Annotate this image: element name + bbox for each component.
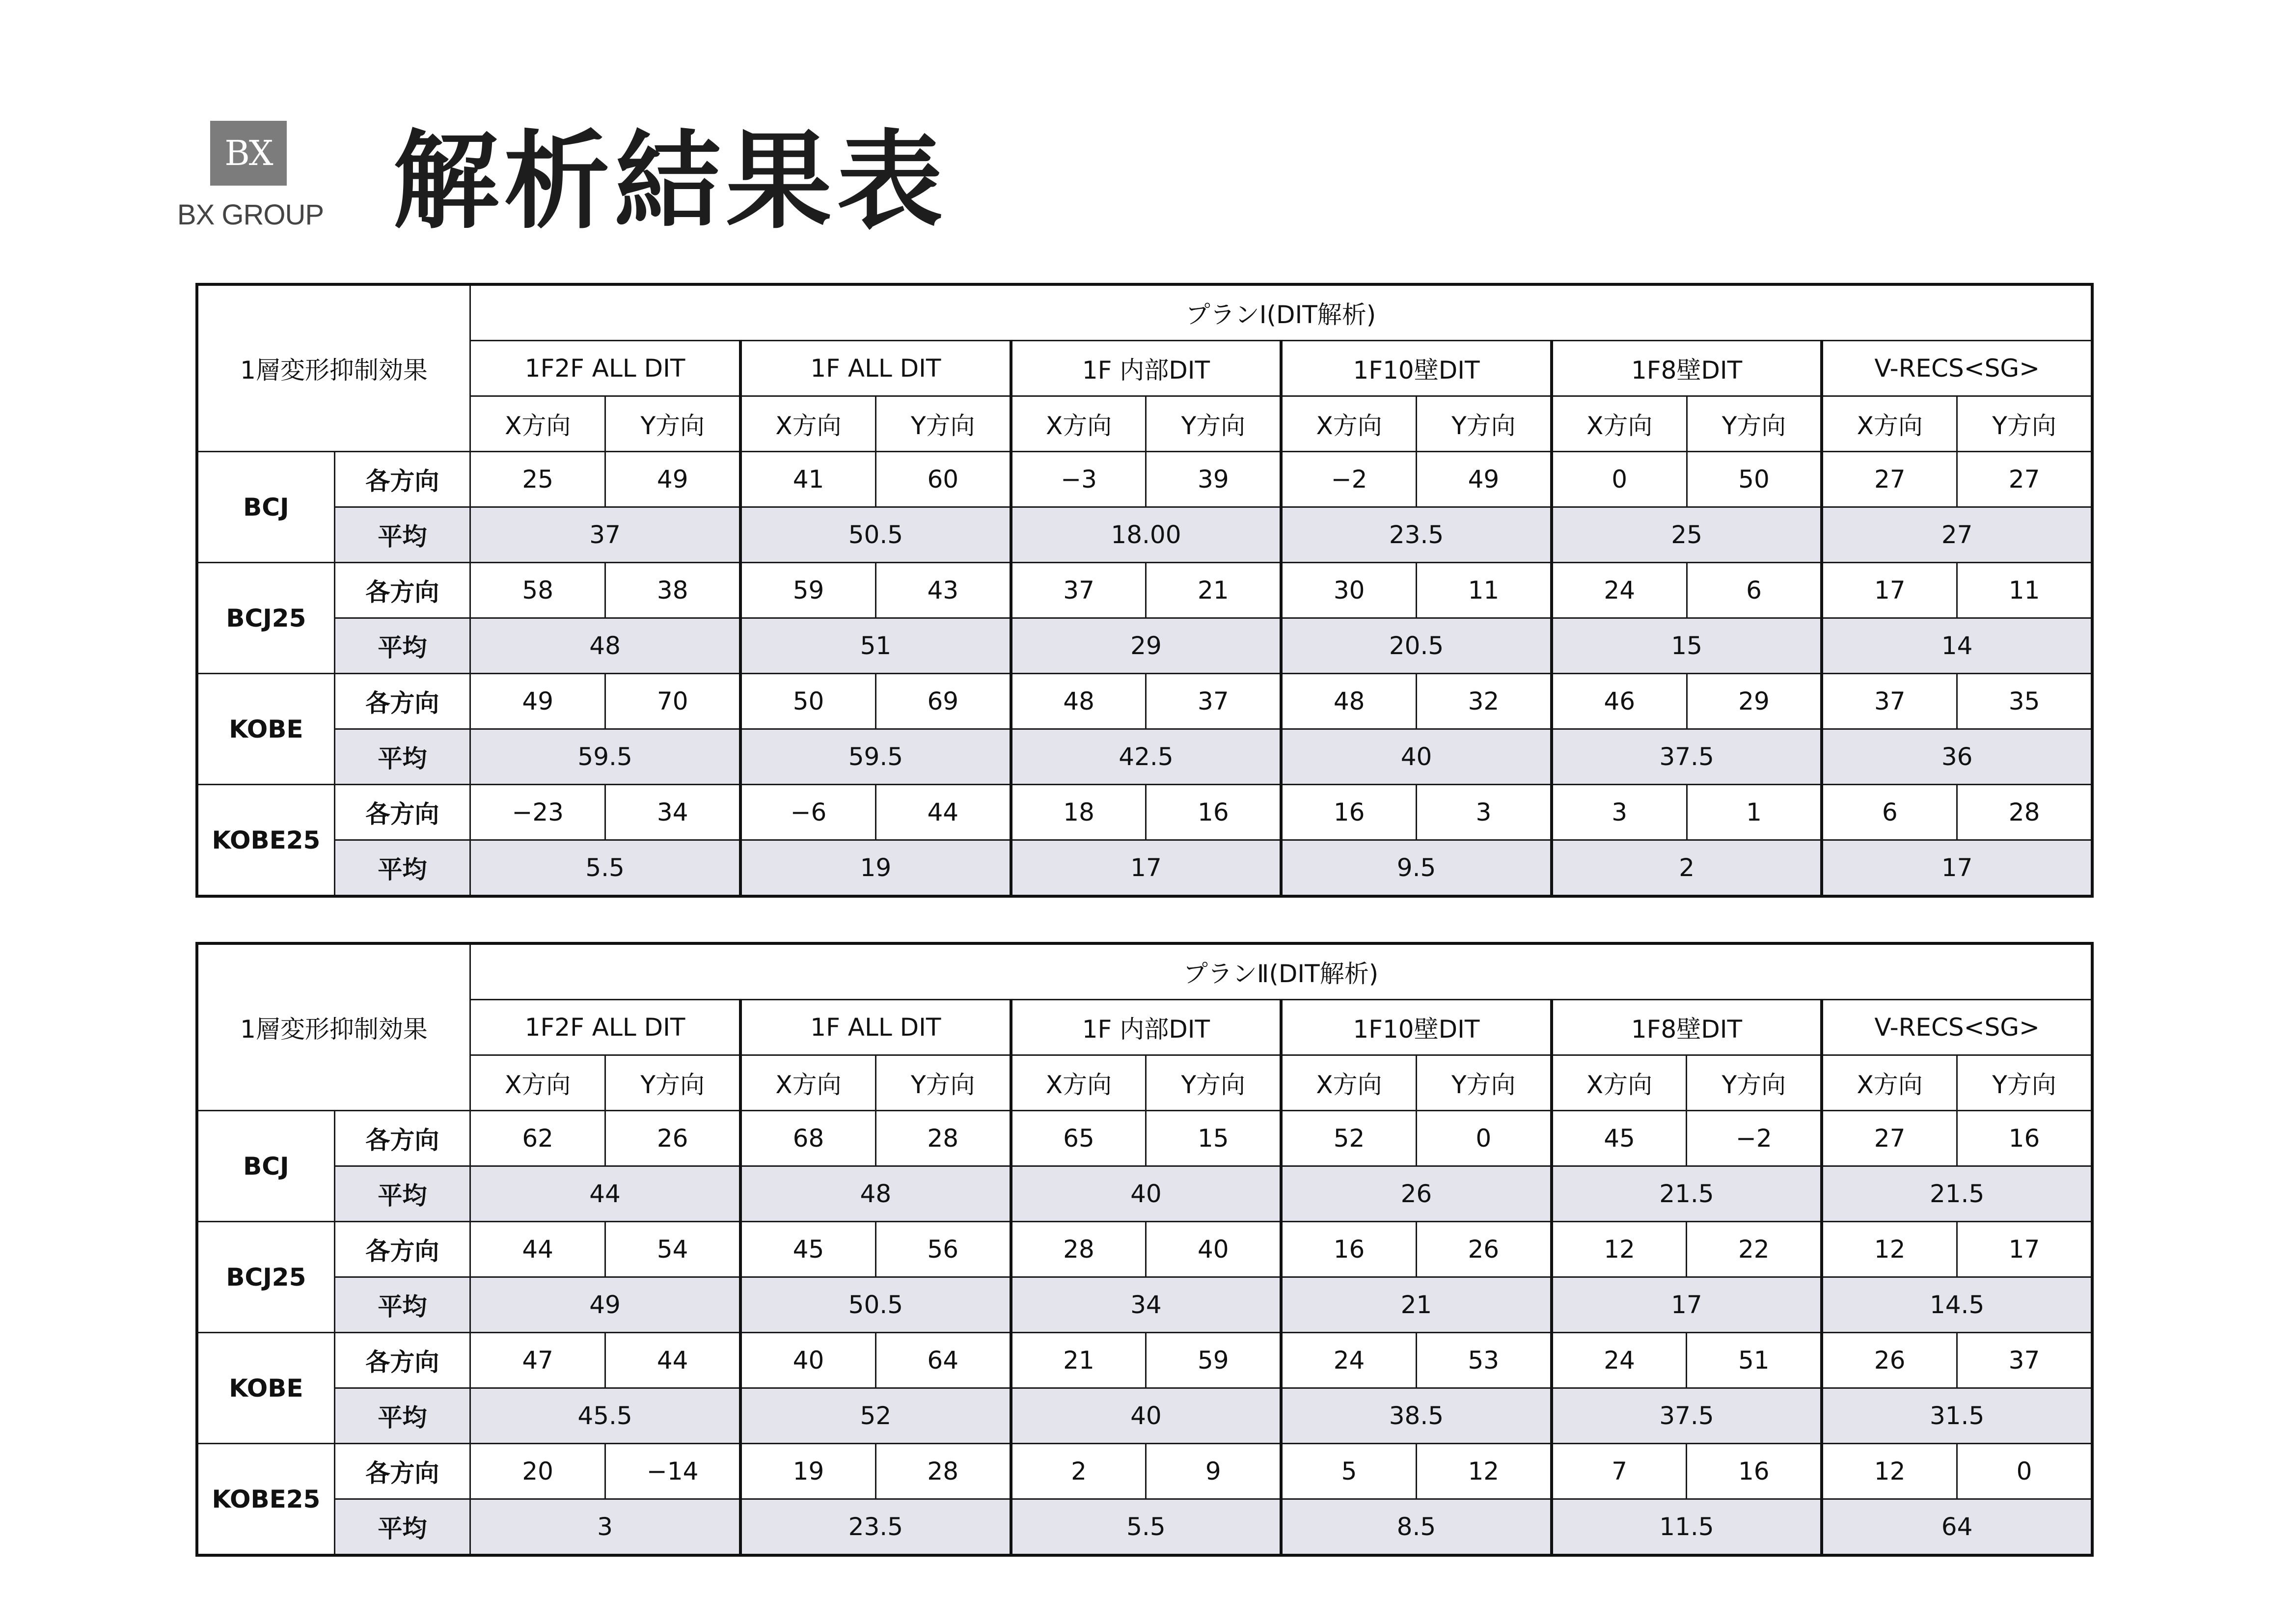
value-cell: −6 [740, 785, 875, 840]
value-cell: 49 [1417, 452, 1552, 507]
value-cell: 65 [1011, 1111, 1146, 1166]
value-cell: 20 [470, 1444, 605, 1499]
value-cell: 59 [1146, 1333, 1281, 1388]
value-cell: 0 [1552, 452, 1687, 507]
row-label-kobe: KOBE [197, 674, 334, 785]
value-cell: 24 [1552, 1333, 1687, 1388]
average-cell: 50.5 [740, 507, 1011, 563]
average-cell: 51 [740, 618, 1011, 674]
value-cell: 27 [1822, 452, 1957, 507]
value-cell: 2 [1011, 1444, 1146, 1499]
value-cell: 28 [1957, 785, 2092, 840]
average-cell: 27 [1822, 507, 2092, 563]
direction-header: X方向 [1822, 396, 1957, 452]
row-label-kobe: KOBE [197, 1333, 334, 1444]
direction-header: Y方向 [1957, 396, 2092, 452]
average-cell: 21.5 [1822, 1166, 2092, 1222]
value-cell: 12 [1552, 1222, 1687, 1277]
row-kind-each: 各方向 [334, 674, 470, 729]
direction-header: X方向 [470, 396, 605, 452]
value-cell: 49 [605, 452, 740, 507]
average-cell: 52 [740, 1388, 1011, 1444]
value-cell: 64 [875, 1333, 1011, 1388]
value-cell: −23 [470, 785, 605, 840]
average-cell: 21 [1281, 1277, 1552, 1333]
direction-header: Y方向 [1957, 1055, 2092, 1111]
average-cell: 49 [470, 1277, 741, 1333]
row-kind-each: 各方向 [334, 1222, 470, 1277]
value-cell: 15 [1146, 1111, 1281, 1166]
value-cell: 16 [1281, 785, 1416, 840]
value-cell: 68 [740, 1111, 875, 1166]
average-cell: 48 [470, 618, 741, 674]
average-cell: 59.5 [740, 729, 1011, 785]
value-cell: 38 [605, 563, 740, 618]
direction-header: X方向 [1281, 396, 1416, 452]
group-header: 1F8壁DIT [1552, 1000, 1822, 1055]
average-cell: 14 [1822, 618, 2092, 674]
average-cell: 59.5 [470, 729, 741, 785]
value-cell: 11 [1957, 563, 2092, 618]
value-cell: 6 [1822, 785, 1957, 840]
value-cell: 28 [875, 1111, 1011, 1166]
group-header: 1F ALL DIT [740, 341, 1011, 396]
value-cell: 46 [1552, 674, 1687, 729]
row-label-bcj25: BCJ25 [197, 1222, 334, 1333]
direction-header: X方向 [1552, 396, 1687, 452]
row-kind-average: 平均 [334, 618, 470, 674]
row-kind-average: 平均 [334, 1388, 470, 1444]
row-kind-each: 各方向 [334, 1333, 470, 1388]
value-cell: 39 [1146, 452, 1281, 507]
average-cell: 29 [1011, 618, 1282, 674]
direction-header: Y方向 [605, 396, 740, 452]
value-cell: 5 [1281, 1444, 1416, 1499]
row-kind-average: 平均 [334, 1277, 470, 1333]
value-cell: 25 [470, 452, 605, 507]
direction-header: Y方向 [1417, 396, 1552, 452]
page-title: 解析結果表 [393, 120, 948, 243]
value-cell: 16 [1687, 1444, 1822, 1499]
direction-header: Y方向 [1687, 396, 1822, 452]
value-cell: 24 [1552, 563, 1687, 618]
value-cell: 37 [1146, 674, 1281, 729]
direction-header: Y方向 [1687, 1055, 1822, 1111]
average-cell: 40 [1011, 1388, 1282, 1444]
direction-header: Y方向 [1416, 1055, 1551, 1111]
value-cell: 40 [1146, 1222, 1281, 1277]
row-kind-each: 各方向 [334, 1444, 470, 1499]
value-cell: −2 [1687, 1111, 1822, 1166]
average-cell: 19 [740, 840, 1011, 897]
bx-logo-mark [210, 121, 287, 186]
row-kind-each: 各方向 [334, 452, 470, 507]
group-header: 1F ALL DIT [740, 1000, 1011, 1055]
row-kind-each: 各方向 [334, 563, 470, 618]
average-cell: 44 [470, 1166, 741, 1222]
value-cell: 37 [1822, 674, 1957, 729]
direction-header: Y方向 [1146, 1055, 1281, 1111]
value-cell: 24 [1281, 1333, 1416, 1388]
average-cell: 14.5 [1822, 1277, 2092, 1333]
group-header: 1F10壁DIT [1281, 1000, 1552, 1055]
direction-header: X方向 [470, 1055, 605, 1111]
value-cell: 0 [1416, 1111, 1551, 1166]
value-cell: 12 [1822, 1444, 1957, 1499]
value-cell: 47 [470, 1333, 605, 1388]
group-header: V-RECS<SG> [1822, 341, 2092, 396]
value-cell: 0 [1957, 1444, 2092, 1499]
value-cell: 35 [1957, 674, 2092, 729]
average-cell: 36 [1822, 729, 2092, 785]
value-cell: 50 [1687, 452, 1822, 507]
average-cell: 31.5 [1822, 1388, 2092, 1444]
value-cell: 19 [740, 1444, 875, 1499]
value-cell: 9 [1146, 1444, 1281, 1499]
plan-title: プランⅠ(DIT解析) [470, 284, 2092, 341]
value-cell: 51 [1687, 1333, 1822, 1388]
average-cell: 2 [1552, 840, 1822, 897]
row-kind-average: 平均 [334, 729, 470, 785]
value-cell: 30 [1281, 563, 1416, 618]
value-cell: 26 [1822, 1333, 1957, 1388]
direction-header: X方向 [1281, 1055, 1416, 1111]
value-cell: 54 [605, 1222, 740, 1277]
value-cell: 3 [1552, 785, 1687, 840]
average-cell: 50.5 [740, 1277, 1011, 1333]
value-cell: 41 [740, 452, 875, 507]
value-cell: 34 [605, 785, 740, 840]
value-cell: 58 [470, 563, 605, 618]
results-table-plan-2 [195, 942, 2094, 1557]
direction-header: X方向 [740, 1055, 875, 1111]
value-cell: 1 [1687, 785, 1822, 840]
average-cell: 40 [1011, 1166, 1282, 1222]
direction-header: Y方向 [1146, 396, 1281, 452]
value-cell: 21 [1011, 1333, 1146, 1388]
direction-header: X方向 [1011, 396, 1146, 452]
value-cell: 56 [875, 1222, 1011, 1277]
average-cell: 21.5 [1552, 1166, 1822, 1222]
value-cell: 49 [470, 674, 605, 729]
average-cell: 23.5 [740, 1499, 1011, 1556]
row-kind-average: 平均 [334, 1166, 470, 1222]
average-cell: 37 [470, 507, 741, 563]
row-kind-each: 各方向 [334, 785, 470, 840]
direction-header: Y方向 [875, 396, 1011, 452]
average-cell: 20.5 [1281, 618, 1552, 674]
direction-header: X方向 [740, 396, 875, 452]
value-cell: 60 [875, 452, 1011, 507]
value-cell: 17 [1822, 563, 1957, 618]
average-cell: 5.5 [470, 840, 741, 897]
value-cell: 53 [1416, 1333, 1551, 1388]
average-cell: 15 [1552, 618, 1822, 674]
average-cell: 25 [1552, 507, 1822, 563]
group-header: 1F2F ALL DIT [470, 1000, 741, 1055]
value-cell: 50 [740, 674, 875, 729]
results-table-plan-1 [195, 283, 2094, 898]
corner-label: 1層変形抑制効果 [197, 943, 470, 1111]
average-cell: 64 [1822, 1499, 2092, 1556]
group-header: 1F 内部DIT [1011, 341, 1282, 396]
average-cell: 45.5 [470, 1388, 741, 1444]
value-cell: −14 [605, 1444, 740, 1499]
average-cell: 17 [1552, 1277, 1822, 1333]
value-cell: 48 [1011, 674, 1146, 729]
average-cell: 37.5 [1552, 729, 1822, 785]
value-cell: −2 [1281, 452, 1416, 507]
value-cell: 12 [1416, 1444, 1551, 1499]
value-cell: 21 [1146, 563, 1281, 618]
value-cell: 17 [1957, 1222, 2092, 1277]
group-header: V-RECS<SG> [1822, 1000, 2092, 1055]
value-cell: 44 [605, 1333, 740, 1388]
value-cell: 7 [1552, 1444, 1687, 1499]
row-kind-average: 平均 [334, 1499, 470, 1556]
corner-label: 1層変形抑制効果 [197, 284, 470, 452]
value-cell: 26 [605, 1111, 740, 1166]
value-cell: 70 [605, 674, 740, 729]
value-cell: 11 [1417, 563, 1552, 618]
value-cell: 62 [470, 1111, 605, 1166]
average-cell: 37.5 [1552, 1388, 1822, 1444]
average-cell: 38.5 [1281, 1388, 1552, 1444]
plan-title: プランⅡ(DIT解析) [470, 943, 2092, 1000]
row-kind-average: 平均 [334, 507, 470, 563]
value-cell: 28 [875, 1444, 1011, 1499]
value-cell: 69 [875, 674, 1011, 729]
row-label-kobe25: KOBE25 [197, 1444, 334, 1556]
value-cell: 29 [1687, 674, 1822, 729]
value-cell: 12 [1822, 1222, 1957, 1277]
average-cell: 23.5 [1281, 507, 1552, 563]
row-kind-average: 平均 [334, 840, 470, 897]
average-cell: 42.5 [1011, 729, 1282, 785]
average-cell: 18.00 [1011, 507, 1282, 563]
value-cell: 16 [1957, 1111, 2092, 1166]
value-cell: 44 [470, 1222, 605, 1277]
row-label-bcj: BCJ [197, 452, 334, 563]
value-cell: 48 [1281, 674, 1416, 729]
logo-mark-text: BX [224, 133, 273, 173]
value-cell: 37 [1011, 563, 1146, 618]
group-header: 1F 内部DIT [1011, 1000, 1282, 1055]
value-cell: 59 [740, 563, 875, 618]
row-kind-each: 各方向 [334, 1111, 470, 1166]
value-cell: 18 [1011, 785, 1146, 840]
value-cell: 52 [1281, 1111, 1416, 1166]
value-cell: 27 [1957, 452, 2092, 507]
value-cell: 22 [1687, 1222, 1822, 1277]
value-cell: 32 [1417, 674, 1552, 729]
direction-header: Y方向 [605, 1055, 740, 1111]
direction-header: Y方向 [875, 1055, 1011, 1111]
average-cell: 8.5 [1281, 1499, 1552, 1556]
average-cell: 26 [1281, 1166, 1552, 1222]
average-cell: 9.5 [1281, 840, 1552, 897]
average-cell: 17 [1011, 840, 1282, 897]
average-cell: 3 [470, 1499, 741, 1556]
value-cell: 44 [875, 785, 1011, 840]
value-cell: 28 [1011, 1222, 1146, 1277]
direction-header: X方向 [1822, 1055, 1957, 1111]
value-cell: 27 [1822, 1111, 1957, 1166]
row-label-bcj25: BCJ25 [197, 563, 334, 674]
value-cell: 16 [1146, 785, 1281, 840]
value-cell: 26 [1416, 1222, 1551, 1277]
group-header: 1F2F ALL DIT [470, 341, 741, 396]
average-cell: 17 [1822, 840, 2092, 897]
direction-header: X方向 [1552, 1055, 1687, 1111]
value-cell: 45 [1552, 1111, 1687, 1166]
average-cell: 5.5 [1011, 1499, 1282, 1556]
group-header: 1F10壁DIT [1281, 341, 1552, 396]
average-cell: 34 [1011, 1277, 1282, 1333]
value-cell: 6 [1687, 563, 1822, 618]
value-cell: 43 [875, 563, 1011, 618]
value-cell: −3 [1011, 452, 1146, 507]
value-cell: 45 [740, 1222, 875, 1277]
group-header: 1F8壁DIT [1552, 341, 1822, 396]
average-cell: 40 [1281, 729, 1552, 785]
average-cell: 48 [740, 1166, 1011, 1222]
logo-company-name: BX GROUP [177, 199, 324, 231]
value-cell: 16 [1281, 1222, 1416, 1277]
average-cell: 11.5 [1552, 1499, 1822, 1556]
value-cell: 37 [1957, 1333, 2092, 1388]
row-label-kobe25: KOBE25 [197, 785, 334, 897]
direction-header: X方向 [1011, 1055, 1146, 1111]
value-cell: 40 [740, 1333, 875, 1388]
value-cell: 3 [1417, 785, 1552, 840]
row-label-bcj: BCJ [197, 1111, 334, 1222]
